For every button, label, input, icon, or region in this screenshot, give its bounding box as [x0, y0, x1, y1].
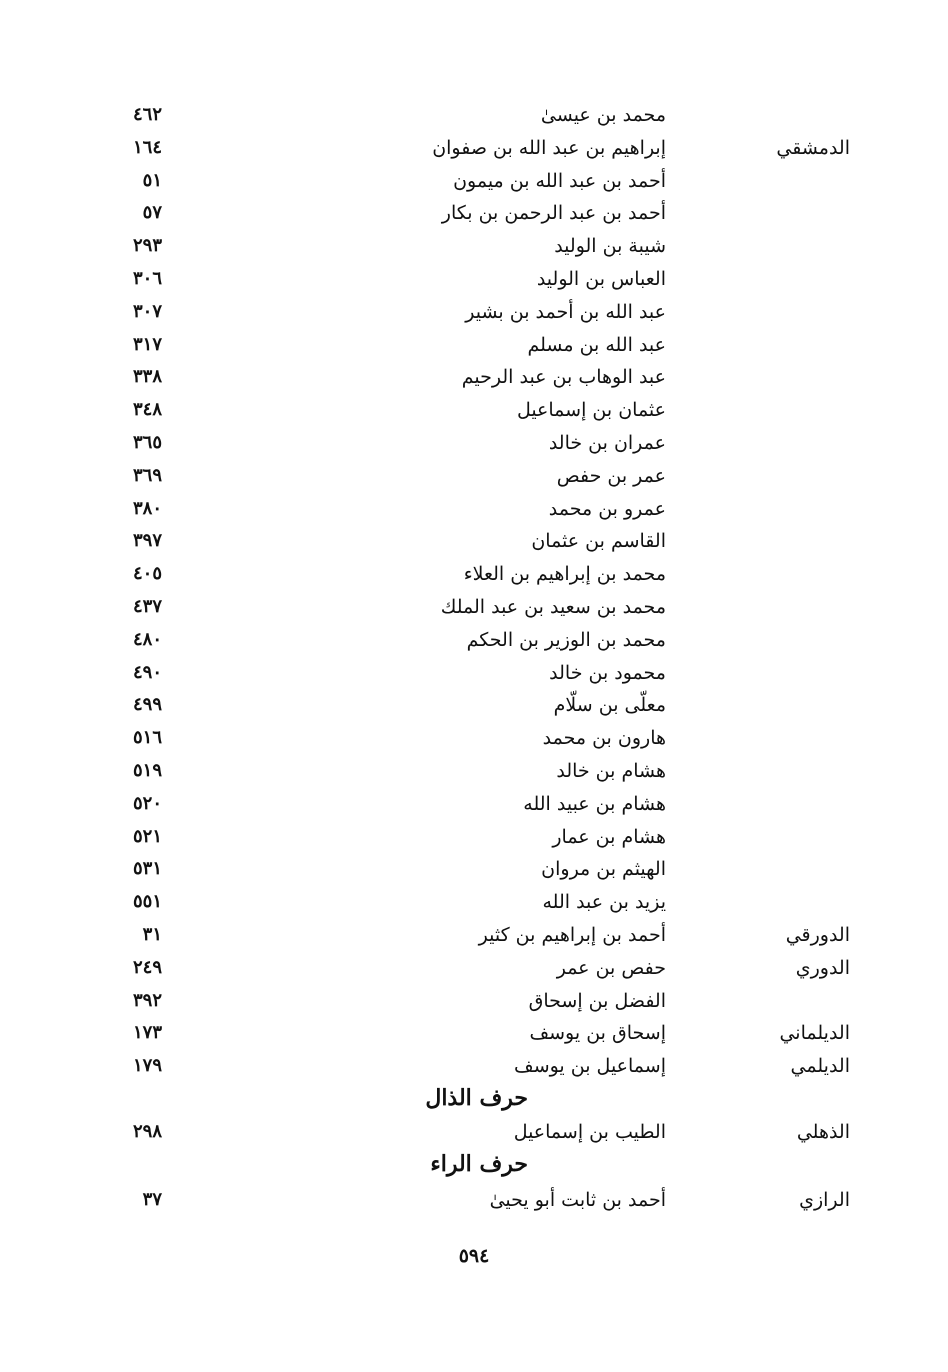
- entry-nisba: الديلماني: [779, 1022, 850, 1044]
- index-entry: [0, 689, 948, 721]
- index-entry: [0, 657, 948, 689]
- entry-page-number: ٣٣٨: [132, 366, 162, 387]
- entry-name: إبراهيم بن عبد الله بن صفوان: [432, 137, 666, 159]
- entry-page-number: ٣٦٥: [132, 432, 162, 453]
- index-entry: [0, 1050, 948, 1082]
- index-entry: [0, 296, 948, 328]
- index-entry: [0, 952, 948, 984]
- entry-page-number: ٣١: [142, 924, 162, 945]
- entry-page-number: ٥١: [142, 170, 162, 191]
- index-entry: [0, 132, 948, 164]
- section-heading-text: حرف الذال: [425, 1085, 528, 1111]
- index-entry: [0, 624, 948, 656]
- entry-name: الفضل بن إسحاق: [528, 990, 666, 1012]
- index-entry: [0, 558, 948, 590]
- index-entry: [0, 525, 948, 557]
- entry-page-number: ٣٨٠: [132, 498, 162, 519]
- entry-name: معلّى بن سلّام: [553, 694, 666, 716]
- entry-page-number: ٥٢١: [132, 826, 162, 847]
- entry-name: شيبة بن الوليد: [554, 235, 666, 257]
- entry-page-number: ٥٢٠: [132, 793, 162, 814]
- entry-nisba: الديلمي: [790, 1055, 850, 1077]
- index-entry: [0, 361, 948, 393]
- entry-page-number: ١٧٩: [132, 1055, 162, 1076]
- entry-page-number: ٣١٧: [132, 334, 162, 355]
- entry-name: يزيد بن عبد الله: [542, 891, 666, 913]
- section-heading-text: حرف الراء: [430, 1151, 528, 1177]
- index-entry: [0, 197, 948, 229]
- entry-page-number: ٥١٦: [132, 727, 162, 748]
- entry-page-number: ٣٩٧: [132, 530, 162, 551]
- entry-name: عثمان بن إسماعيل: [516, 399, 666, 421]
- section-heading-dhal: [0, 1080, 948, 1116]
- entry-page-number: ٣٠٧: [132, 301, 162, 322]
- index-entry: [0, 788, 948, 820]
- index-entry: [0, 263, 948, 295]
- entry-page-number: ١٧٣: [132, 1022, 162, 1043]
- entry-name: هشام بن خالد: [556, 760, 666, 782]
- entry-name: هارون بن محمد: [542, 727, 666, 749]
- entry-name: إسماعيل بن يوسف: [514, 1055, 666, 1077]
- entry-name: هشام بن عبيد الله: [523, 793, 666, 815]
- index-entry: [0, 821, 948, 853]
- entry-name: العباس بن الوليد: [536, 268, 666, 290]
- index-entry: [0, 591, 948, 623]
- entry-name: الهيثم بن مروان: [541, 858, 666, 880]
- entry-nisba: الدمشقي: [776, 137, 850, 159]
- entry-page-number: ٤٩٠: [132, 662, 162, 683]
- entry-name: عبد الوهاب بن عبد الرحيم: [461, 366, 666, 388]
- entry-name: عمران بن خالد: [548, 432, 666, 454]
- entry-page-number: ٢٩٨: [132, 1121, 162, 1142]
- page-number: ٥٩٤: [458, 1245, 490, 1267]
- index-entry: [0, 853, 948, 885]
- entry-name: محمود بن خالد: [549, 662, 666, 684]
- entry-name: حفص بن عمر: [556, 957, 666, 979]
- entry-name: محمد بن الوزير بن الحكم: [466, 629, 666, 651]
- entry-page-number: ٥١٩: [132, 760, 162, 781]
- entry-name: إسحاق بن يوسف: [529, 1022, 666, 1044]
- index-entry: [0, 99, 948, 131]
- section-heading-ra: [0, 1146, 948, 1182]
- entry-name: هشام بن عمار: [552, 826, 666, 848]
- entry-name: أحمد بن عبد الرحمن بن بكار: [441, 202, 666, 224]
- entry-nisba: الدورقي: [785, 924, 850, 946]
- entry-name: محمد بن عيسىٰ: [540, 104, 666, 126]
- entry-name: الطيب بن إسماعيل: [513, 1121, 666, 1143]
- index-entry: [0, 755, 948, 787]
- entry-name: عمر بن حفص: [556, 465, 666, 487]
- entry-name: محمد بن إبراهيم بن العلاء: [463, 563, 666, 585]
- index-entry: [0, 460, 948, 492]
- entry-name: القاسم بن عثمان: [531, 530, 666, 552]
- index-entry: [0, 329, 948, 361]
- entry-page-number: ٣٠٦: [132, 268, 162, 289]
- entry-page-number: ٤٨٠: [132, 629, 162, 650]
- entry-page-number: ٥٧: [142, 202, 162, 223]
- entry-page-number: ٤٩٩: [132, 694, 162, 715]
- entry-name: عبد الله بن أحمد بن بشير: [465, 301, 666, 323]
- entry-name: أحمد بن ثابت أبو يحيىٰ: [489, 1189, 666, 1211]
- index-entry: [0, 1184, 948, 1216]
- entry-page-number: ٤٣٧: [132, 596, 162, 617]
- index-entry: [0, 394, 948, 426]
- index-entry: [0, 919, 948, 951]
- entry-page-number: ٣٦٩: [132, 465, 162, 486]
- index-entry: [0, 493, 948, 525]
- entry-page-number: ٣٩٢: [132, 990, 162, 1011]
- entry-name: محمد بن سعيد بن عبد الملك: [440, 596, 666, 618]
- entry-name: أحمد بن إبراهيم بن كثير: [478, 924, 666, 946]
- entry-name: عبد الله بن مسلم: [527, 334, 666, 356]
- index-entry: [0, 722, 948, 754]
- index-entry: [0, 886, 948, 918]
- index-entry: [0, 1116, 948, 1148]
- index-entry: [0, 985, 948, 1017]
- entry-page-number: ٢٤٩: [132, 957, 162, 978]
- entry-page-number: ٥٣١: [132, 858, 162, 879]
- entry-page-number: ٣٧: [142, 1189, 162, 1210]
- index-entry: [0, 230, 948, 262]
- entry-nisba: الرازي: [799, 1189, 850, 1211]
- entry-nisba: الدوري: [795, 957, 850, 979]
- index-entry: [0, 427, 948, 459]
- entry-name: أحمد بن عبد الله بن ميمون: [453, 170, 666, 192]
- entry-page-number: ٢٩٣: [132, 235, 162, 256]
- index-entry: [0, 1017, 948, 1049]
- entry-nisba: الذهلي: [796, 1121, 850, 1143]
- index-entry: [0, 165, 948, 197]
- entry-page-number: ٤٠٥: [132, 563, 162, 584]
- entry-name: عمرو بن محمد: [548, 498, 666, 520]
- entry-page-number: ٥٥١: [132, 891, 162, 912]
- entry-page-number: ٣٤٨: [132, 399, 162, 420]
- entry-page-number: ١٦٤: [132, 137, 162, 158]
- entry-page-number: ٤٦٢: [132, 104, 162, 125]
